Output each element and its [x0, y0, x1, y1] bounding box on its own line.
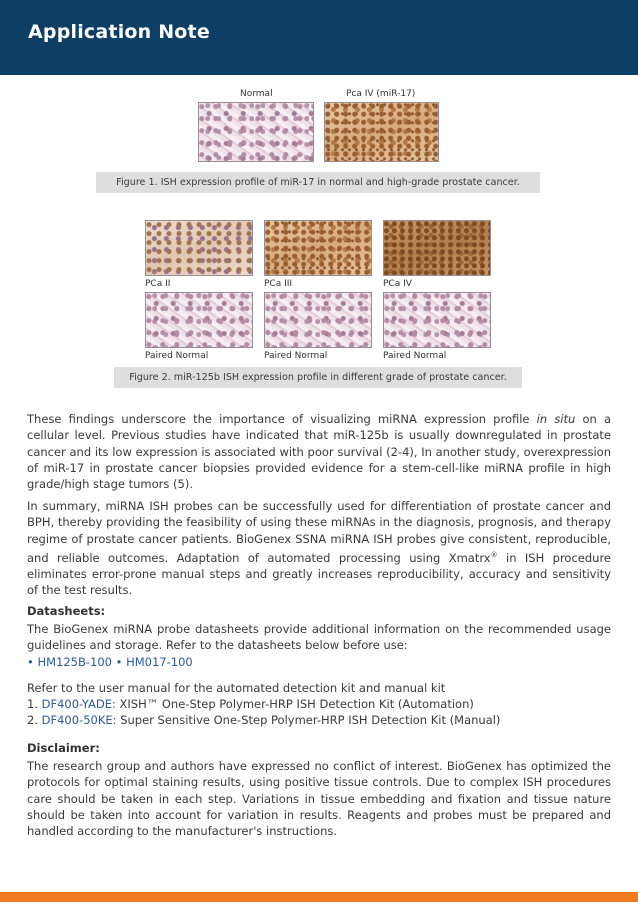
fig2-label-pca2: PCa II — [145, 279, 171, 289]
disclaimer-heading: Disclaimer: — [27, 741, 100, 755]
paragraph-summary — [27, 498, 611, 599]
fig2-label-normal-3: Paired Normal — [383, 351, 447, 361]
datasheet-link-hm125b[interactable]: HM125B-100 — [37, 655, 112, 669]
manual-item-2-text: Super Sensitive One-Step Polymer-HRP ISH Detection Kit (Manual) — [120, 713, 501, 727]
manual-item-1-text: XISH™ One-Step Polymer-HRP ISH Detection Kit (Automation) — [119, 697, 474, 711]
fig1-normal-image — [198, 102, 314, 162]
paragraph-summary-text-2: in ISH procedure eliminates error-prone manual steps and greatly increases reproducibility, accuracy and sensitivity of the test results. — [27, 550, 612, 598]
datasheets-text: The BioGenex miRNA probe datasheets provide additional information on the recommended usage guidelines and storage. Refer to the datasheets below before use: — [27, 622, 611, 653]
page-title: Application Note — [28, 21, 210, 43]
fig2-normal-image-2 — [264, 292, 372, 348]
fig2-normal-image-3 — [383, 292, 491, 348]
fig2-pca2-image — [145, 220, 253, 276]
fig2-label-pca3: PCa III — [264, 279, 293, 289]
registered-mark: ® — [490, 550, 498, 559]
paragraph-findings-italic: in situ — [536, 412, 576, 426]
fig2-pca4-image — [383, 220, 491, 276]
fig2-label-pca4: PCa IV — [383, 279, 412, 289]
bullet-2: • — [115, 655, 123, 669]
datasheet-link-hm017[interactable]: HM017-100 — [126, 655, 193, 669]
fig1-caption: Figure 1. ISH expression profile of miR-17 in normal and high-grade prostate cancer. — [96, 172, 540, 193]
fig2-pca3-image — [264, 220, 372, 276]
datasheet-links — [27, 655, 193, 669]
header-bar — [0, 0, 638, 75]
disclaimer-text: The research group and authors have expressed no conflict of interest. BioGenex has optimized the protocols for optimal staining results, using positive tissue controls. Due to complex ISH procedures care should be taken in each step. Variations in tissue embedding and fixation and tissue nature should be taken into account for variation in results. Reagents and probes must be prepared and handled according to the manufacturer's instructions. — [27, 759, 611, 839]
paragraph-findings-text-1: These findings underscore the importance of visualizing miRNA expression profile — [27, 412, 537, 426]
fig1-cancer-image — [324, 102, 439, 162]
datasheets-heading: Datasheets: — [27, 604, 106, 618]
manual-link-df400-yade[interactable]: DF400-YADE: — [41, 697, 116, 711]
fig2-normal-image-1 — [145, 292, 253, 348]
fig1-label-cancer: Pca IV (miR-17) — [346, 89, 416, 99]
manual-item-2-num: 2. — [27, 713, 38, 727]
fig2-caption: Figure 2. miR-125b ISH expression profile in different grade of prostate cancer. — [114, 367, 522, 388]
paragraph-summary-text-1: In summary, miRNA ISH probes can be successfully used for differentiation of prostate cancer and BPH, thereby providing the feasibility of using these miRNAs in the diagnosis, prognosis, and therapy regime of prostate cancer patients. BioGenex SSNA miRNA ISH probes give consistent, reproducible, and reliable outcomes. Adaptation of automated processing using Xmatrx — [27, 499, 611, 565]
fig1-label-normal: Normal — [240, 89, 273, 99]
manual-item-2 — [27, 713, 500, 727]
manual-item-1 — [27, 697, 474, 711]
manual-item-1-num: 1. — [27, 697, 38, 711]
fig2-label-normal-1: Paired Normal — [145, 351, 209, 361]
fig2-label-normal-2: Paired Normal — [264, 351, 328, 361]
footer-accent-bar — [0, 892, 638, 902]
manual-link-df400-50ke[interactable]: DF400-50KE: — [41, 713, 117, 727]
paragraph-findings-text-2: on a cellular level. Previous studies have indicated that miR-125b is usually downregulated in prostate cancer and its low expression is associated with poor survival (2-4), In another study, overexpression of miR-17 in prostate cancer biopsies provided evidence for a stem-cell-like miRNA profile in high grade/high stage tumors (5). — [27, 412, 612, 492]
bullet-1: • — [27, 655, 34, 669]
manual-intro: Refer to the user manual for the automated detection kit and manual kit — [27, 681, 446, 695]
paragraph-findings — [27, 411, 611, 492]
